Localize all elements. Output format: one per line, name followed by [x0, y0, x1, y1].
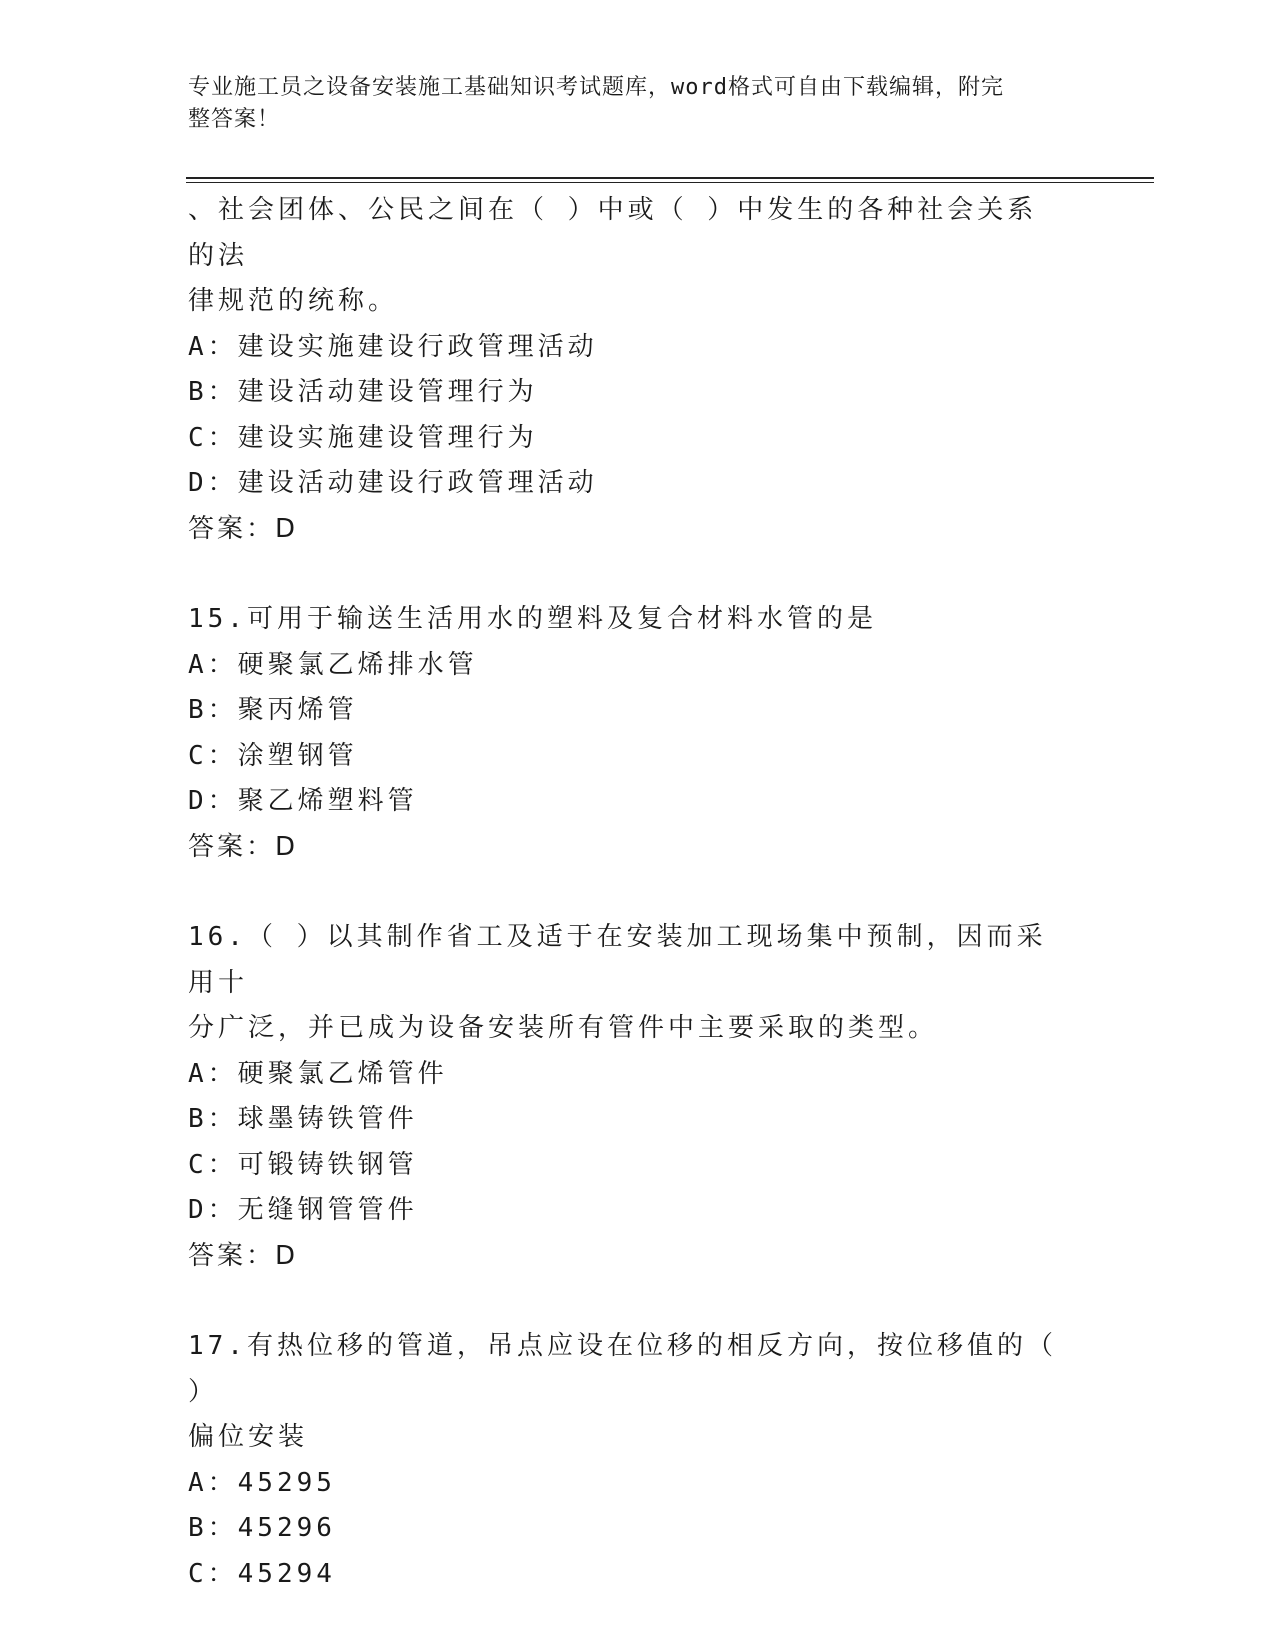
header-divider-thick — [186, 177, 1154, 179]
option-a: A：硬聚氯乙烯管件 — [188, 1058, 448, 1089]
question-stem-line: 律规范的统称。 — [188, 286, 399, 316]
option-a: A：45295 — [188, 1467, 336, 1498]
option-a: A：建设实施建设行政管理活动 — [188, 331, 598, 362]
question-stem-line: 15.可用于输送生活用水的塑料及复合材料水管的是 — [188, 604, 877, 634]
answer-label: 答案：D — [188, 831, 299, 862]
option-b: B：聚丙烯管 — [188, 695, 358, 725]
question-list — [188, 188, 1088, 1597]
question-stem-line: 17.有热位移的管道，吊点应设在位移的相反方向，按位移值的（ ） — [188, 1331, 1057, 1407]
question-stem-line: 偏位安装 — [188, 1422, 309, 1452]
option-c: C：45294 — [188, 1558, 336, 1589]
option-c: C：涂塑钢管 — [188, 740, 358, 771]
header-divider-thin — [186, 182, 1154, 183]
option-b: B：45296 — [188, 1513, 336, 1543]
question-14 — [188, 188, 1088, 552]
document-header — [188, 72, 1068, 136]
question-16 — [188, 915, 1088, 1279]
header-line-1: 专业施工员之设备安装施工基础知识考试题库，word格式可自由下载编辑，附完 — [188, 75, 1004, 100]
option-d: D：无缝钢管管件 — [188, 1195, 418, 1225]
question-stem-line: 分广泛，并已成为设备安装所有管件中主要采取的类型。 — [188, 1013, 939, 1043]
option-d: D：聚乙烯塑料管 — [188, 786, 418, 816]
question-17 — [188, 1324, 1088, 1597]
header-line-2: 整答案！ — [188, 107, 281, 132]
option-b: B：建设活动建设管理行为 — [188, 377, 538, 407]
option-c: C：建设实施建设管理行为 — [188, 422, 538, 453]
option-d: D：建设活动建设行政管理活动 — [188, 468, 598, 498]
answer-label: 答案：D — [188, 1240, 299, 1271]
option-b: B：球墨铸铁管件 — [188, 1104, 418, 1134]
question-15 — [188, 597, 1088, 870]
answer-label: 答案：D — [188, 513, 299, 544]
option-c: C：可锻铸铁钢管 — [188, 1149, 418, 1180]
question-stem-line: 16.（ ）以其制作省工及适于在安装加工现场集中预制，因而采用十 — [188, 922, 1047, 998]
option-a: A：硬聚氯乙烯排水管 — [188, 649, 478, 680]
question-stem-line: 、社会团体、公民之间在（ ）中或（ ）中发生的各种社会关系的法 — [188, 195, 1038, 271]
